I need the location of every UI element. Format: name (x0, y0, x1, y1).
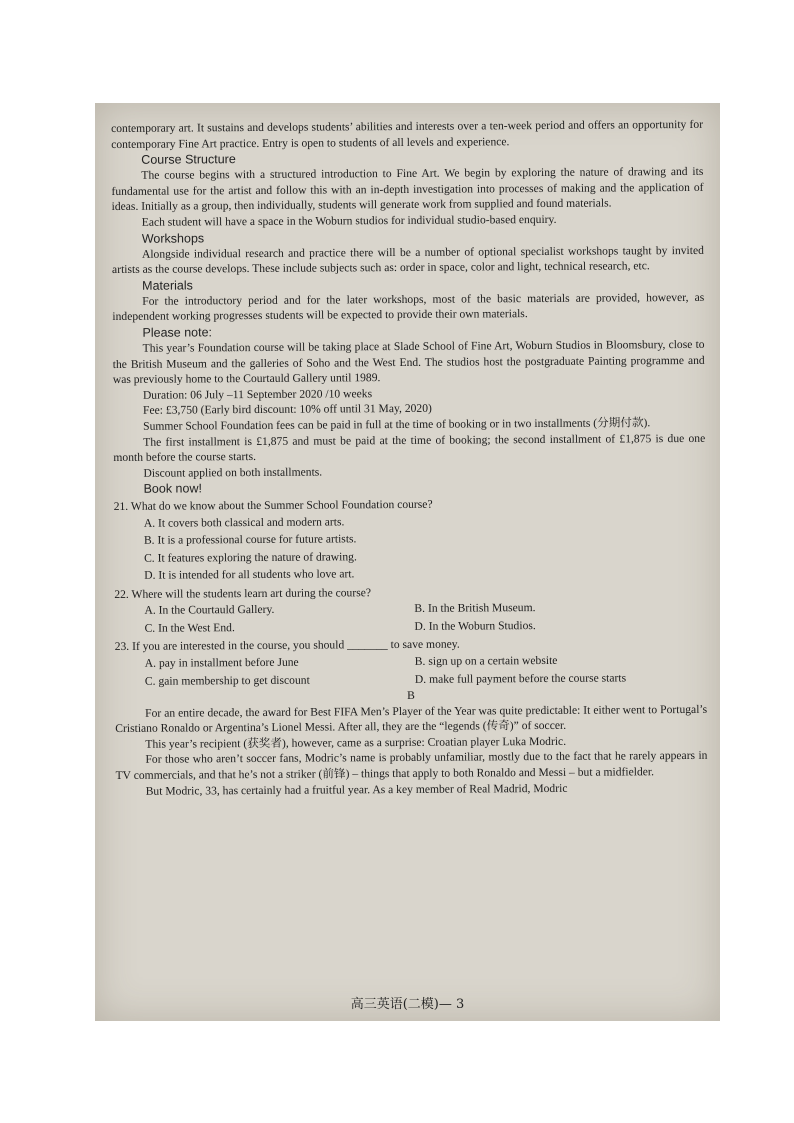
question-23-blank: _______ (347, 638, 388, 652)
question-21-option-a: A. It covers both classical and modern arts. (143, 515, 345, 530)
question-23-option-d: D. make full payment before the course starts (414, 670, 627, 686)
question-22-options-row-2 (144, 616, 706, 637)
page-content (111, 117, 708, 799)
section-b-paragraph-3: For those who aren’t soccer fans, Modric’s name is probably unfamiliar, mostly due to the fact that he rarely appears in TV commercials, and that he’s not a striker (前锋) – things that apply to both Ronaldo and Messi – but a midfielder. (115, 749, 708, 783)
question-22-stem: 22. Where will the students learn art during the course? (114, 586, 372, 601)
question-21-option-c: C. It features exploring the nature of drawing. (144, 550, 357, 565)
materials-heading: Materials (142, 278, 193, 293)
workshops-paragraph: Alongside individual research and practice there will be a number of optional specialist workshops taught by invited artists as the course develops. These include subjects such as: order in space, color and light, technical research, etc. (111, 243, 704, 277)
question-23-option-a: A. pay in installment before June (144, 655, 299, 670)
question-22-option-c: C. In the West End. (144, 621, 235, 635)
question-22 (114, 583, 706, 638)
question-23 (115, 635, 707, 690)
discount-line: Discount applied on both installments. (143, 465, 323, 480)
book-now-heading: Book now! (143, 481, 202, 497)
course-structure-heading: Course Structure (141, 152, 236, 167)
passage-a-intro: contemporary art. It sustains and develops students’ abilities and interests over a ten-week period and offers an opportunity for contemporary Fine Art practice. Entry is open to students of all levels and experience. (111, 117, 704, 151)
question-23-option-c: C. gain membership to get discount (144, 673, 310, 688)
question-21-stem: 21. What do we know about the Summer School Foundation course? (113, 498, 433, 514)
question-23-option-b: B. sign up on a certain website (414, 653, 558, 668)
exam-page (95, 103, 720, 1021)
question-22-option-b: B. In the British Museum. (414, 601, 536, 616)
question-21 (114, 495, 707, 585)
section-b-paragraph-4: But Modric, 33, has certainly had a fruitful year. As a key member of Real Madrid, Modric (145, 781, 568, 798)
page-footer: 高三英语(二模)— 3 (350, 997, 465, 1012)
question-21-option-d: D. It is intended for all students who love art. (144, 567, 355, 583)
section-b-label: B (407, 688, 415, 703)
installments-paragraph: Summer School Foundation fees can be paid in full at the time of booking or in two installments (分期付款). (143, 416, 651, 433)
course-structure-paragraph-2: Each student will have a space in the Woburn studios for individual studio-based enquiry. (141, 212, 557, 229)
question-22-option-a: A. In the Courtauld Gallery. (144, 603, 275, 618)
section-b-paragraph-1: For an entire decade, the award for Best FIFA Men’s Player of the Year was quite predictable: It either went to Portugal’s Cristiano Ronaldo or Argentina’s Lionel Messi. After all, they are the “legends (传奇)” of soccer. (115, 702, 708, 736)
materials-paragraph: For the introductory period and for the later workshops, most of the basic materials are provided, however, as independent working progresses students will be expected to provide their own materials. (112, 290, 705, 324)
please-note-heading: Please note: (142, 325, 213, 340)
fee-line: Fee: £3,750 (Early bird discount: 10% off until 31 May, 2020) (142, 402, 432, 418)
please-note-paragraph: This year’s Foundation course will be taking place at Slade School of Fine Art, Woburn Studios in Bloomsbury, close to the British Museum and the galleries of Soho and the West End. The studios host the postgraduate Painting programme and was previously home to the Courtauld Gallery until 1989. (112, 337, 705, 387)
section-b-paragraph-2: This year’s recipient (获奖者), however, came as a surprise: Croatian player Luka Modric. (145, 734, 567, 751)
first-installment-paragraph: The first installment is £1,875 and must be paid at the time of booking; the second installment of £1,875 is due one month before the course starts. (113, 431, 706, 465)
course-structure-paragraph-1: The course begins with a structured introduction to Fine Art. We begin by exploring the nature of drawing and its fundamental use for the artist and follow this with an in-depth investigation into processes of making and the application of ideas. Initially as a group, then individually, students will generate work from supplied and found materials. (111, 165, 704, 214)
question-23-stem-end: to save money. (387, 638, 460, 652)
question-23-stem-start: 23. If you are interested in the course, you should (114, 638, 348, 654)
question-22-option-d: D. In the Woburn Studios. (414, 619, 536, 633)
workshops-heading: Workshops (141, 230, 205, 246)
question-21-option-b: B. It is a professional course for future artists. (143, 532, 357, 548)
duration-line: Duration: 06 July –11 September 2020 /10 weeks (142, 386, 373, 402)
